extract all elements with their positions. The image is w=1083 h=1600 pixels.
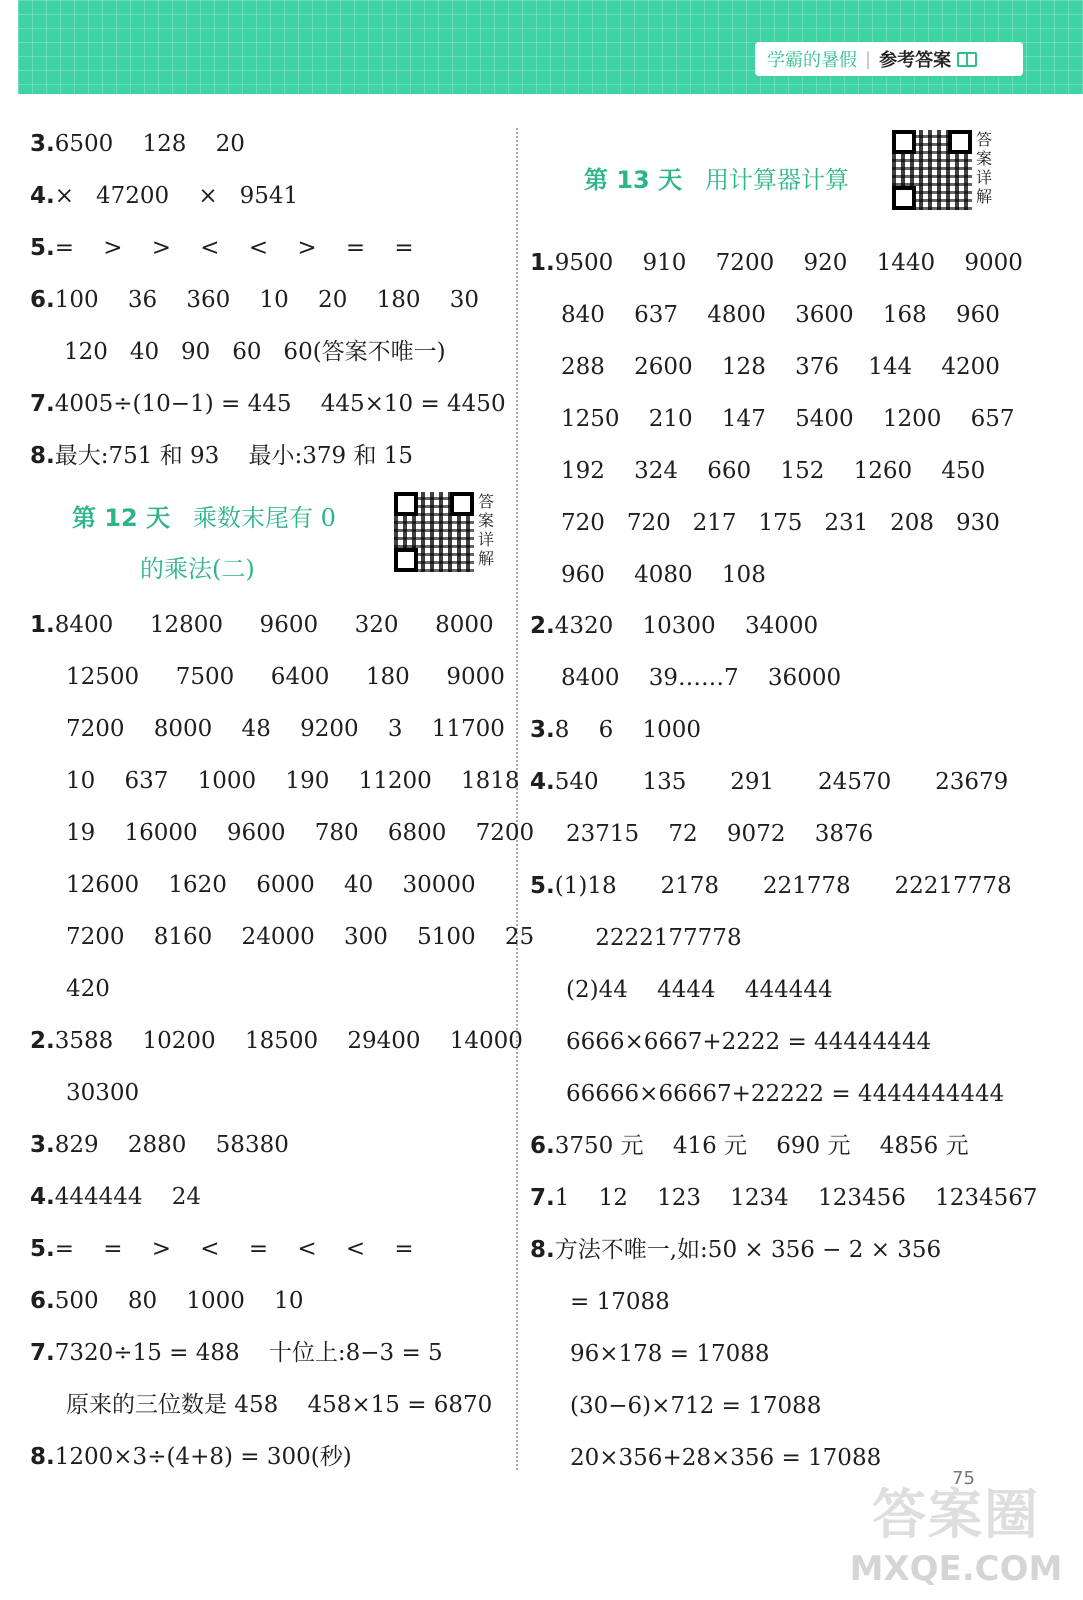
section-12-heading-line2: 的乘法(二) [140,555,255,583]
answer-line: 20×356+28×356 = 17088 [570,1445,882,1471]
qr-code-icon[interactable] [394,492,474,572]
answer-line: 2.4320 10300 34000 [530,613,819,639]
answer-line: 120 40 90 60 60(答案不唯一) [64,339,446,365]
answer-line: 3.6500 128 20 [30,131,245,157]
answer-line: 10 637 1000 190 11200 1818 [66,768,520,794]
answer-line: 30300 [66,1080,140,1106]
answer-line: 4.× 47200 × 9541 [30,183,299,209]
qr-code-icon[interactable] [892,130,972,210]
page-number: 75 [952,1468,975,1489]
answer-line: 3.829 2880 58380 [30,1132,289,1158]
answer-line: 7200 8000 48 9200 3 11700 [66,716,505,742]
answer-line: 7200 8160 24000 300 5100 25 [66,924,535,950]
qr-label: 答案详解 [478,492,495,568]
book-icon [957,52,977,67]
answer-line: 8.方法不唯一,如:50 × 356 − 2 × 356 [530,1237,942,1263]
answer-line: 66666×66667+22222 = 4444444444 [566,1081,1005,1107]
answer-line: 4.540 135 291 24570 23679 [530,769,1009,795]
answer-line: 6.100 36 360 10 20 180 30 [30,287,479,313]
answer-line: 6.500 80 1000 10 [30,1288,304,1314]
header-tag [755,42,1023,76]
watermark-logo [846,1480,1066,1596]
answer-line: 420 [66,976,110,1002]
answer-line: 5.(1)18 2178 221778 22217778 [530,873,1012,899]
answer-line: 7.1 12 123 1234 123456 1234567 [530,1185,1038,1211]
header-banner [18,0,1083,94]
answer-line: 7.7320÷15 = 488 十位上:8−3 = 5 [30,1340,443,1366]
answer-line: 2222177778 [566,925,742,951]
column-divider [516,128,518,1470]
answer-line: 5.= = > < = < < = [30,1236,414,1262]
answer-line: 23715 72 9072 3876 [566,821,874,847]
section-12-heading: 第 12 天 乘数末尾有 0 [72,504,336,532]
answer-line: 2.3588 10200 18500 29400 14000 [30,1028,523,1054]
answer-line: 5.= > > < < > = = [30,235,414,261]
answer-line: 6.3750 元 416 元 690 元 4856 元 [530,1133,969,1159]
section-title: 参考答案 [879,50,952,71]
header-separator: | [865,48,872,70]
answer-line: 288 2600 128 376 144 4200 [561,354,1000,380]
answer-line: 1.8400 12800 9600 320 8000 [30,612,494,638]
answer-line: 8.1200×3÷(4+8) = 300(秒) [30,1444,352,1470]
answer-line: 8.最大:751 和 93 最小:379 和 15 [30,443,414,469]
answer-line: 原来的三位数是 458 458×15 = 6870 [66,1392,493,1418]
answer-line: (30−6)×712 = 17088 [570,1393,822,1419]
answer-line: 1250 210 147 5400 1200 657 [561,406,1015,432]
answer-line: 19 16000 9600 780 6800 7200 [66,820,535,846]
watermark-url: MXQE.COM [849,1549,1063,1589]
watermark-main: 答案圈 [872,1483,1040,1546]
answer-line: 6666×6667+2222 = 44444444 [566,1029,932,1055]
answer-line: 4.444444 24 [30,1184,202,1210]
answer-line: 8400 39……7 36000 [561,665,842,691]
qr-label: 答案详解 [976,130,993,206]
answer-line: = 17088 [570,1289,670,1315]
answer-line: 3.8 6 1000 [530,717,702,743]
answer-line: (2)44 4444 444444 [566,977,833,1003]
answer-line: 840 637 4800 3600 168 960 [561,302,1000,328]
answer-line: 960 4080 108 [561,562,766,588]
section-13-heading: 第 13 天 用计算器计算 [584,166,849,194]
series-title: 学霸的暑假 [767,50,857,71]
answer-line: 192 324 660 152 1260 450 [561,458,986,484]
answer-line: 720 720 217 175 231 208 930 [561,510,1000,536]
answer-line: 96×178 = 17088 [570,1341,770,1367]
answer-line: 1.9500 910 7200 920 1440 9000 [530,250,1023,276]
answer-line: 12600 1620 6000 40 30000 [66,872,476,898]
answer-line: 7.4005÷(10−1) = 445 445×10 = 4450 [30,391,506,417]
answer-line: 12500 7500 6400 180 9000 [66,664,505,690]
